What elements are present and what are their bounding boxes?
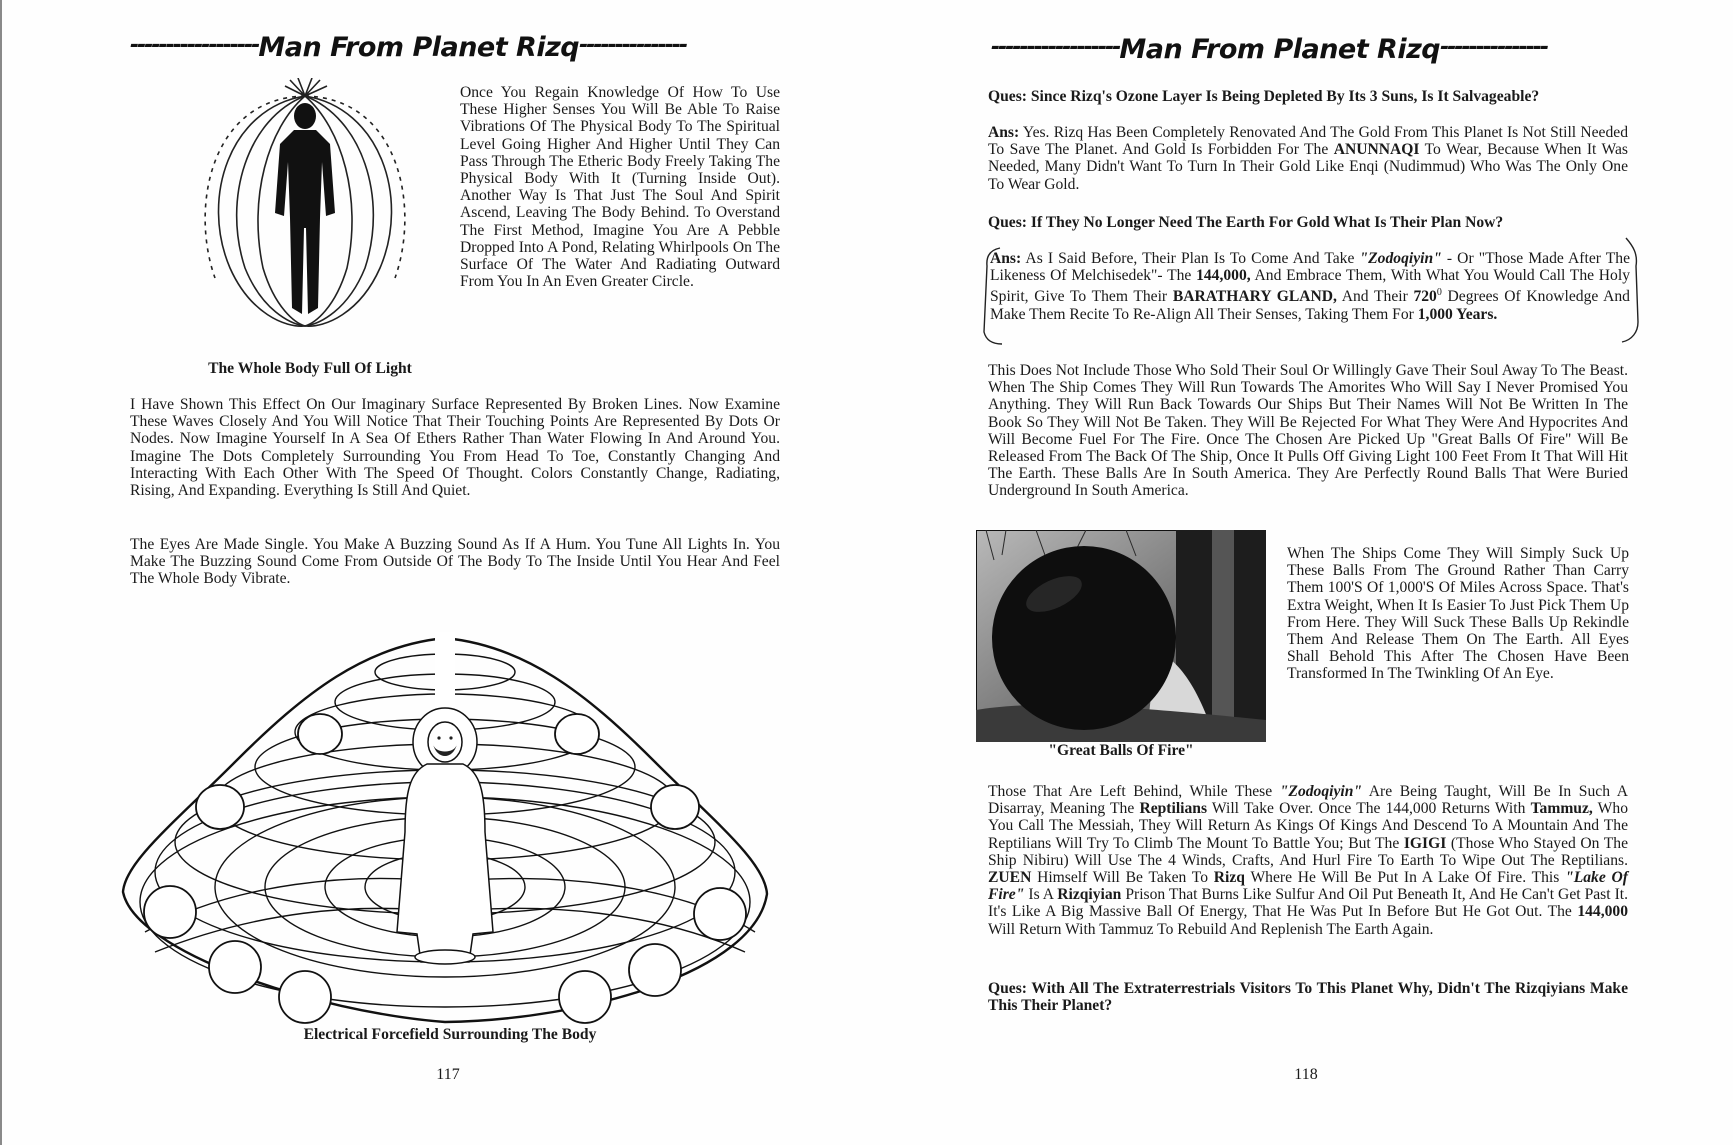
para-text: Is A — [1024, 886, 1058, 904]
answer-label: Ans: — [990, 250, 1022, 267]
paragraph-beast: This Does Not Include Those Who Sold Their Soul Or Willingly Gave Their Soul Away To The Beast. When The Ship Comes They Will Run Towards The Amorites Who Will Say I Never Promised You Anything. They Will Run Back Towards Our Ships But Their Names Will Not Be Written In The Book So They Will Not Be Taken. They Will Be Rejected For What They Were And Hypocrites And Will Become Fuel For The Fire. Once The Chosen Are Picked Up "Great Balls Of Fire" Will Be Released From The Back Of The Ship, Once It Pulls Off Giving Light 100 Feet From It That Will Hit The Earth. These Balls Are In South America. They Are Perfectly Round Balls That Were Buried Underground In South America. — [988, 362, 1628, 500]
body-light-illustration — [190, 78, 420, 334]
answer-bold: 144,000, — [1196, 267, 1251, 285]
answer-bold: BARATHARY GLAND, — [1172, 288, 1337, 306]
forcefield-ship-illustration — [115, 632, 775, 1037]
header-title: Man From Planet Rizq — [258, 32, 580, 63]
header-title: Man From Planet Rizq — [1119, 34, 1441, 65]
intro-paragraph: Once You Regain Knowledge Of How To Use These Higher Senses You Will Be Able To Raise Vibrations Of The Physical Body To The Spiritual Level Going Higher And Higher Until They Can Pass Through The Etheric Body Freely Taking The Physical Body With It (Turning Inside Out). Another Way Is That Just The Soul And Spirit Ascend, Leaving The Body Behind. To Overstand The First Method, Imagine You Are A Pebble Dropped Into A Pond, Relating Whirlpools On The Surface Of The Water And Radiating Outward From You In An Even Greater Circle. — [460, 84, 780, 291]
answer-text: And Their — [1336, 288, 1414, 306]
answer-text: To Wear, Because When It Was Needed, Many Didn't Want To Turn In Their Gold Like Enqi (Nudimmud) Who Was The Only One To Wear Gold. — [988, 141, 1628, 193]
paragraph-waves: I Have Shown This Effect On Our Imaginary Surface Represented By Broken Lines. Now Examine These Waves Closely And You Will Notice That Their Touching Points Are Represented By Dots Or Nodes. Now Imagine Yourself In A Sea Of Ethers Rather Than Water Flowing In And Around You. Imagine The Dots Completely Surrounding You From Head To Toe, Constantly Changing And Interacting With Each Other With The Speed Of Thought. Colors Constantly Change, Radiating, Rising, And Expanding. Everything Is Still And Quiet. — [130, 396, 780, 500]
header-dashes: --------------- — [579, 33, 687, 58]
figure1-caption: The Whole Body Full Of Light — [208, 360, 412, 377]
para-bold: Tammuz, — [1530, 800, 1593, 818]
para-text: Those That Are Left Behind, While These — [988, 783, 1280, 800]
para-text: Where He Will Be Put In A Lake Of Fire. This — [1244, 869, 1566, 887]
degree-superscript: 0 — [1436, 287, 1442, 299]
para-text: Himself Will Be Taken To — [1031, 869, 1214, 887]
para-bold: Rizqiyian — [1057, 886, 1122, 904]
ball-photo — [976, 530, 1266, 742]
answer-text: - Or "Those Made After The Likeness Of Melchisedek"- The — [990, 250, 1630, 285]
para-text: Are Being Taught, Will Be In Such A Disarray, Meaning The — [988, 783, 1628, 818]
paragraph-left-behind — [988, 783, 1628, 938]
photo-caption: "Great Balls Of Fire" — [1048, 742, 1194, 759]
answer-bold: "Zodoqiyin" — [1359, 250, 1442, 267]
paragraph-buzzing: The Eyes Are Made Single. You Make A Buzzing Sound As If A Hum. You Tune All Lights In. You Make The Buzzing Sound Come From Outside Of The Body To The Inside Until You Hear And Feel The Whole Body Vibrate. — [130, 536, 780, 588]
answer-1 — [988, 124, 1628, 193]
para-bold: "Zodoqiyin" — [1279, 783, 1363, 800]
para-bold: "Lake Of Fire" — [988, 869, 1628, 904]
para-text: Who You Call The Messiah, They Will Return As Kings Of Kings And Descend To A Mountain And The Reptilians Will Try To Climb The Mount To Battle You; But The — [988, 800, 1628, 852]
para-bold: Rizq — [1213, 869, 1245, 887]
para-bold: ZUEN — [988, 869, 1032, 887]
side-paragraph: When The Ships Come They Will Simply Suck Up These Balls From The Ground Rather Than Carry Them 100'S Of 1,000'S Of Miles Across Space. That's Extra Weight, When It Is Easier To Just Pick Them Up From Here. They Will Suck These Balls Up Rekindle Them And Release Them On The Earth. All Eyes Shall Behold This After The Chosen Have Been Transformed In The Twinkling Of An Eye. — [1287, 545, 1629, 683]
para-bold: Reptilians — [1139, 800, 1208, 818]
question-1: Ques: Since Rizq's Ozone Layer Is Being Depleted By Its 3 Suns, Is It Salvageable? — [988, 88, 1540, 105]
question-2: Ques: If They No Longer Need The Earth For Gold What Is Their Plan Now? — [988, 214, 1504, 231]
figure2-caption: Electrical Forcefield Surrounding The Body — [303, 1026, 597, 1043]
page-header-right — [991, 34, 1641, 74]
answer-text: Yes. Rizq Has Been Completely Renovated And The Gold From This Planet Is Not Still Needed To Save The Planet. And Gold Is Forbidden For The — [988, 124, 1628, 159]
page-number-left: 117 — [436, 1066, 460, 1083]
answer-label: Ans: — [988, 124, 1020, 141]
para-text: Prison That Burns Like Sulfur And Oil Put Beneath It, And He Can't Get Past It. It's Like A Big Massive Ball Of Energy, That He Was Put In Before But He Got Out. The — [988, 886, 1628, 921]
para-text: Will Take Over. Once The 144,000 Returns With — [1207, 800, 1531, 818]
answer-text: Degrees Of Knowledge And Make Them Recite To Re-Align All Their Senses, Taking Them For — [990, 288, 1630, 323]
header-dashes: ------------------ — [130, 33, 259, 58]
para-bold: IGIGI — [1403, 834, 1447, 852]
answer-2 — [990, 250, 1630, 323]
question-3: Ques: With All The Extraterrestrials Visitors To This Planet Why, Didn't The Rizqiyians Make This Their Planet? — [988, 980, 1628, 1015]
page-number-right: 118 — [1294, 1066, 1318, 1083]
answer-bold: 720 — [1413, 288, 1437, 306]
answer-bold: ANUNNAQI — [1333, 141, 1420, 159]
para-text: Will Return With Tammuz To Rebuild And Replenish The Earth Again. — [988, 920, 1434, 938]
header-dashes: --------------- — [1440, 35, 1548, 60]
header-dashes: ------------------ — [991, 35, 1120, 60]
page-header-left — [130, 32, 780, 72]
para-bold: 144,000 — [1577, 903, 1628, 921]
para-text: (Those Who Stayed On The Ship Nibiru) Will Use The 4 Winds, Crafts, And Hurl Fire To Earth To Wipe Out The Reptilians. — [988, 834, 1628, 869]
answer-text: As I Said Before, Their Plan Is To Come And Take — [1021, 250, 1360, 267]
page-117 — [0, 0, 866, 1145]
page-118 — [866, 0, 1733, 1145]
answer-bold: 1,000 Years. — [1417, 305, 1498, 323]
answer-text: And Embrace Them, With What You Would Call The Holy Spirit, Give To Them Their — [990, 267, 1630, 306]
